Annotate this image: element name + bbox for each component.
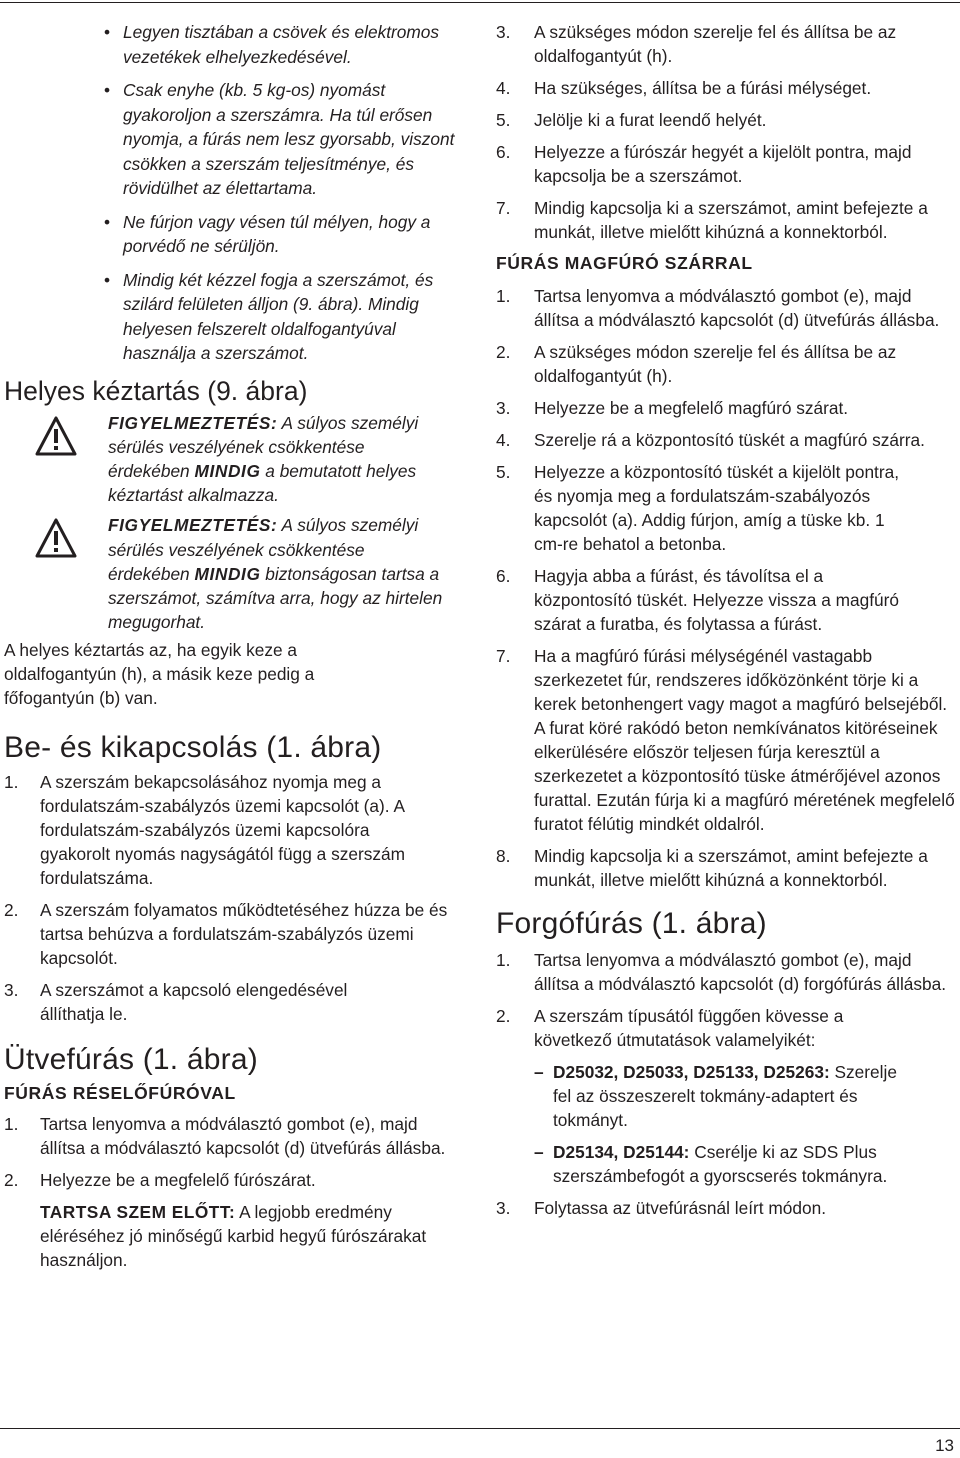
resel-steps-continued xyxy=(496,20,958,244)
heading-impact: Ütvefúrás (1. ábra) xyxy=(4,1043,258,1077)
switch-steps xyxy=(4,770,454,1026)
list-item: 1. Tartsa lenyomva a módválasztó gombot (e), majd állítsa a módválasztó kapcsolót (d) forgófúrás állásba. xyxy=(496,950,947,994)
bullet-list xyxy=(104,20,470,366)
page-number: 13 xyxy=(935,1436,954,1455)
rotary-steps-end xyxy=(496,1196,958,1220)
list-item: 1. A szerszám bekapcsolásához nyomja meg a fordulatszám-szabályzós üzemi kapcsolót (a). A fordulatszám-szabályzós üzemi kapcsolóra gyakorolt nyomás nagyságától függ a szerszám fordulatszáma. xyxy=(4,772,406,889)
list-item: 2. A szükséges módon szerelje fel és állítsa be az oldalfogantyút (h). xyxy=(496,342,897,386)
dash-item: – D25134, D25144: Cserélje ki az SDS Plus szerszámbefogót a gyorscserés tokmányra. xyxy=(534,1142,888,1186)
subheading-mag: FÚRÁS MAGFÚRÓ SZÁRRAL xyxy=(496,253,753,273)
warning-icon xyxy=(34,415,78,457)
list-item: 2. A szerszám típusától függően kövesse a következő útmutatások valamelyikét: xyxy=(496,1006,844,1050)
bullet-item: • Ne fúrjon vagy vésen túl mélyen, hogy a porvédő ne sérüljön. xyxy=(104,211,431,256)
bullet-item: • Csak enyhe (kb. 5 kg-os) nyomást gyakoroljon a szerszámra. Ha túl erősen nyomja, a fúrás nem lesz gyorsabb, viszont csökken a szerszám teljesítménye, és rövidülhet az élettartama. xyxy=(104,80,455,198)
list-item: 7. Mindig kapcsolja ki a szerszámot, amint befejezte a munkát, illetve mielőtt kihúzná a konnektorból. xyxy=(496,198,928,242)
warning-icon xyxy=(34,517,78,559)
list-item: 5. Jelölje ki a furat leendő helyét. xyxy=(496,110,767,130)
subheading-resel: FÚRÁS RÉSELŐFÚRÓVAL xyxy=(4,1083,236,1104)
rotary-steps xyxy=(496,948,958,1052)
list-item: 3. A szükséges módon szerelje fel és állítsa be az oldalfogantyút (h). xyxy=(496,22,897,66)
heading-switch: Be- és kikapcsolás (1. ábra) xyxy=(4,731,382,765)
heading-rotary: Forgófúrás (1. ábra) xyxy=(496,907,767,940)
mag-steps xyxy=(496,284,958,892)
top-rule xyxy=(0,2,960,3)
list-item: 1. Tartsa lenyomva a módválasztó gombot (e), majd állítsa a módválasztó kapcsolót (d) ütvefúrás állásba. xyxy=(4,1114,446,1159)
list-item: 5. Helyezze a központosító tüskét a kijelölt pontra, és nyomja meg a fordulatszám-szabályozós kapcsolót (a). Addig fúrjon, amíg a tüske kb. 1 cm-re behatol a betonba. xyxy=(496,462,900,554)
bullet-item: • Mindig két kézzel fogja a szerszámot, és szilárd felületen álljon (9. ábra). Mindig helyesen felszerelt oldalfogantyúval használja a szerszámot. xyxy=(104,269,434,363)
list-item: 7. Ha a magfúró fúrási mélységénél vastagabb szerkezetet fúr, rendszeres időközönként törje ki a kerek betonhengert vagy magot a magfúró belsejéből. A furat köré rakódó beton nemkívánatos kitöréseinek elkerülésére először teljesen fúrja keresztül a szerkezetet a központosító tüske átmérőjével azonos furattal. Ezután fúrja ki a magfúró méretének megfelelő furatot félútig mindkét oldalról. xyxy=(496,646,955,834)
heading-grip: Helyes kéztartás (9. ábra) xyxy=(4,375,308,406)
right-column xyxy=(496,20,958,1228)
list-item: 2. A szerszám folyamatos működtetéséhez húzza be és tartsa behúzva a fordulatszám-szabályzós üzemi kapcsolót. xyxy=(4,900,448,969)
note-label: TARTSA SZEM ELŐTT: xyxy=(40,1202,236,1223)
list-item: 4. Szerelje rá a központosító tüskét a magfúró szárra. xyxy=(496,430,925,450)
resel-steps xyxy=(4,1112,464,1192)
dash-item: – D25032, D25033, D25133, D25263: Szerelje fel az összeszerelt tokmány-adaptert és tokmányt. xyxy=(534,1062,897,1130)
list-item: 3. A szerszámot a kapcsoló elengedésével állíthatja le. xyxy=(4,980,348,1025)
grip-paragraph: A helyes kéztartás az, ha egyik keze a oldalfogantyún (h), a másik keze pedig a főfogantyún (b) van. xyxy=(4,640,315,709)
list-item: 1. Tartsa lenyomva a módválasztó gombot (e), majd állítsa a módválasztó kapcsolót (d) ütvefúrás állásba. xyxy=(496,286,940,330)
list-item: 3. Helyezze be a megfelelő magfúró szárat. xyxy=(496,398,849,418)
note-paragraph: TARTSA SZEM ELŐTT: A legjobb eredmény eléréséhez jó minőségű karbid hegyű fúrószárakat használjon. xyxy=(40,1202,427,1271)
bullet-item: • Legyen tisztában a csövek és elektromos vezetékek elhelyezkedésével. xyxy=(104,22,440,67)
left-column xyxy=(4,20,470,1272)
warning-block: FIGYELMEZTETÉS: A súlyos személyi sérülés veszélyének csökkentése érdekében MINDIG a bemutatott helyes kéztartást alkalmazza. xyxy=(4,411,438,508)
warning-block: FIGYELMEZTETÉS: A súlyos személyi sérülés veszélyének csökkentése érdekében MINDIG biztonságosan tartsa a szerszámot, számítva arra, hogy az hirtelen megugorhat. xyxy=(4,513,448,634)
list-item: 3. Folytassa az ütvefúrásnál leírt módon. xyxy=(496,1198,827,1218)
list-item: 8. Mindig kapcsolja ki a szerszámot, amint befejezte a munkát, illetve mielőtt kihúzná a konnektorból. xyxy=(496,846,928,890)
list-item: 6. Helyezze a fúrószár hegyét a kijelölt pontra, majd kapcsolja be a szerszámot. xyxy=(496,142,912,186)
warning-label: FIGYELMEZTETÉS: xyxy=(108,515,278,536)
list-item: 4. Ha szükséges, állítsa be a fúrási mélységet. xyxy=(496,78,872,98)
list-item: 2. Helyezze be a megfelelő fúrószárat. xyxy=(4,1170,316,1191)
list-item: 6. Hagyja abba a fúrást, és távolítsa el a központosító tüskét. Helyezze vissza a magfúró szárat a furatba, és folytassa a fúrást. xyxy=(496,566,899,634)
bottom-rule xyxy=(0,1428,960,1429)
warning-label: FIGYELMEZTETÉS: xyxy=(108,412,278,433)
